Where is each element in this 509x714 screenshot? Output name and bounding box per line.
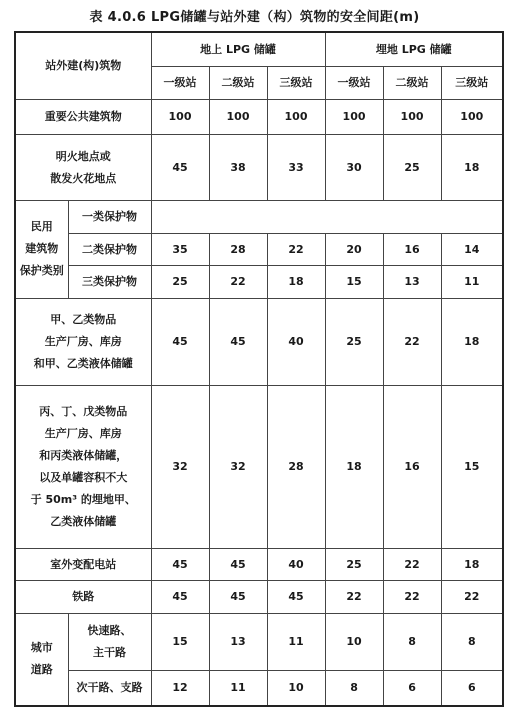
row-label-line: 城市 (30, 641, 53, 655)
row-label-line: 快速路、 (87, 623, 132, 637)
lpg-spacing-table (14, 31, 504, 707)
level-header: 三级站 (267, 67, 325, 100)
value-cell: 45 (151, 298, 209, 386)
row-sublabel: 一类保护物 (68, 200, 151, 234)
value-cell: 45 (267, 581, 325, 614)
row-label (15, 298, 151, 386)
row-label-line: 丙、丁、戊类物品 (39, 405, 128, 419)
value-cell: 12 (151, 670, 209, 706)
value-cell: 11 (267, 613, 325, 670)
value-cell: 18 (267, 265, 325, 298)
row-sublabel: 三类保护物 (68, 265, 151, 298)
value-cell: 45 (209, 581, 267, 614)
value-cell: 35 (151, 234, 209, 266)
value-cell: 25 (151, 265, 209, 298)
value-cell: 100 (267, 99, 325, 135)
value-cell: 18 (441, 135, 503, 200)
row-label-line: 明火地点或 (55, 149, 111, 163)
value-cell: 22 (267, 234, 325, 266)
value-cell: 22 (325, 581, 383, 614)
row-label: 铁路 (15, 581, 151, 614)
row-sublabel (68, 613, 151, 670)
value-cell: 22 (209, 265, 267, 298)
table-row (15, 386, 503, 549)
level-header: 一级站 (151, 67, 209, 100)
value-cell: 8 (383, 613, 441, 670)
row-label-line: 主干路 (93, 645, 126, 659)
row-label (15, 386, 151, 549)
value-cell: 25 (325, 549, 383, 581)
value-cell: 6 (383, 670, 441, 706)
row-label-line: 建筑物 (25, 242, 59, 256)
value-cell: 18 (325, 386, 383, 549)
value-cell: 22 (383, 298, 441, 386)
table-row (15, 234, 503, 266)
row-header-cell: 站外建(构)筑物 (15, 32, 151, 99)
value-cell: 6 (441, 670, 503, 706)
value-cell: 45 (209, 549, 267, 581)
row-label-line: 民用 (30, 220, 53, 234)
value-cell: 45 (209, 298, 267, 386)
table-row (15, 549, 503, 581)
group-buried-header: 埋地 LPG 储罐 (325, 32, 503, 67)
row-label-line: 以及单罐容积不大 (39, 471, 128, 485)
value-cell: 10 (325, 613, 383, 670)
value-cell: 25 (325, 298, 383, 386)
row-label-line: 和甲、乙类液体储罐 (33, 356, 133, 370)
row-label-line: 散发火花地点 (50, 171, 117, 185)
value-cell: 100 (441, 99, 503, 135)
group-above-ground-header: 地上 LPG 储罐 (151, 32, 325, 67)
row-sublabel: 二类保护物 (68, 234, 151, 266)
value-cell: 11 (441, 265, 503, 298)
value-cell: 22 (383, 581, 441, 614)
value-cell: 13 (383, 265, 441, 298)
table-title: 表 4.0.6 LPG储罐与站外建（构）筑物的安全间距(m) (89, 10, 420, 25)
road-group-label (15, 613, 68, 706)
value-cell: 28 (209, 234, 267, 266)
value-cell: 45 (151, 135, 209, 200)
value-cell: 45 (151, 581, 209, 614)
table-row (15, 265, 503, 298)
value-cell: 14 (441, 234, 503, 266)
value-cell: 10 (267, 670, 325, 706)
level-header: 二级站 (209, 67, 267, 100)
level-header: 一级站 (325, 67, 383, 100)
value-cell: 100 (209, 99, 267, 135)
level-header: 三级站 (441, 67, 503, 100)
value-cell: 11 (209, 670, 267, 706)
value-cell: 13 (209, 613, 267, 670)
row-label-line: 乙类液体储罐 (50, 515, 117, 529)
row-label-line: 甲、乙类物品 (50, 312, 117, 326)
value-cell: 8 (325, 670, 383, 706)
row-label-line: 生产厂房、库房 (44, 427, 122, 441)
value-cell: 15 (441, 386, 503, 549)
table-row (15, 670, 503, 706)
value-cell: 8 (441, 613, 503, 670)
row-label-line: 保护类别 (19, 264, 64, 278)
row-label-line: 道路 (30, 663, 53, 677)
row-label-line: 于 50m³ 的埋地甲、 (30, 493, 136, 507)
value-cell: 100 (383, 99, 441, 135)
value-cell: 32 (151, 386, 209, 549)
value-cell: 40 (267, 549, 325, 581)
row-label-line: 和丙类液体储罐， (39, 449, 128, 463)
table-row (15, 200, 503, 234)
value-cell: 100 (325, 99, 383, 135)
row-label: 室外变配电站 (15, 549, 151, 581)
value-cell: 16 (383, 234, 441, 266)
value-cell: 15 (325, 265, 383, 298)
value-cell: 15 (151, 613, 209, 670)
table-row (15, 298, 503, 386)
value-cell: 33 (267, 135, 325, 200)
value-cell: 16 (383, 386, 441, 549)
value-cell: 22 (383, 549, 441, 581)
row-sublabel: 次干路、支路 (68, 670, 151, 706)
row-label (15, 135, 151, 200)
value-cell: 100 (151, 99, 209, 135)
table-row (15, 135, 503, 200)
value-cell: 18 (441, 549, 503, 581)
header-row-groups (15, 32, 503, 67)
table-row (15, 581, 503, 614)
value-cell: 32 (209, 386, 267, 549)
row-label-line: 生产厂房、库房 (44, 334, 122, 348)
value-cell: 30 (325, 135, 383, 200)
value-cell: 40 (267, 298, 325, 386)
value-cell: 28 (267, 386, 325, 549)
value-cell: 45 (151, 549, 209, 581)
level-header: 二级站 (383, 67, 441, 100)
civil-group-label (15, 200, 68, 298)
value-cell: 25 (383, 135, 441, 200)
row-label: 重要公共建筑物 (15, 99, 151, 135)
table-row (15, 613, 503, 670)
value-cell: 38 (209, 135, 267, 200)
value-cell: 20 (325, 234, 383, 266)
value-cell: 18 (441, 298, 503, 386)
value-cell: 22 (441, 581, 503, 614)
table-row (15, 99, 503, 135)
